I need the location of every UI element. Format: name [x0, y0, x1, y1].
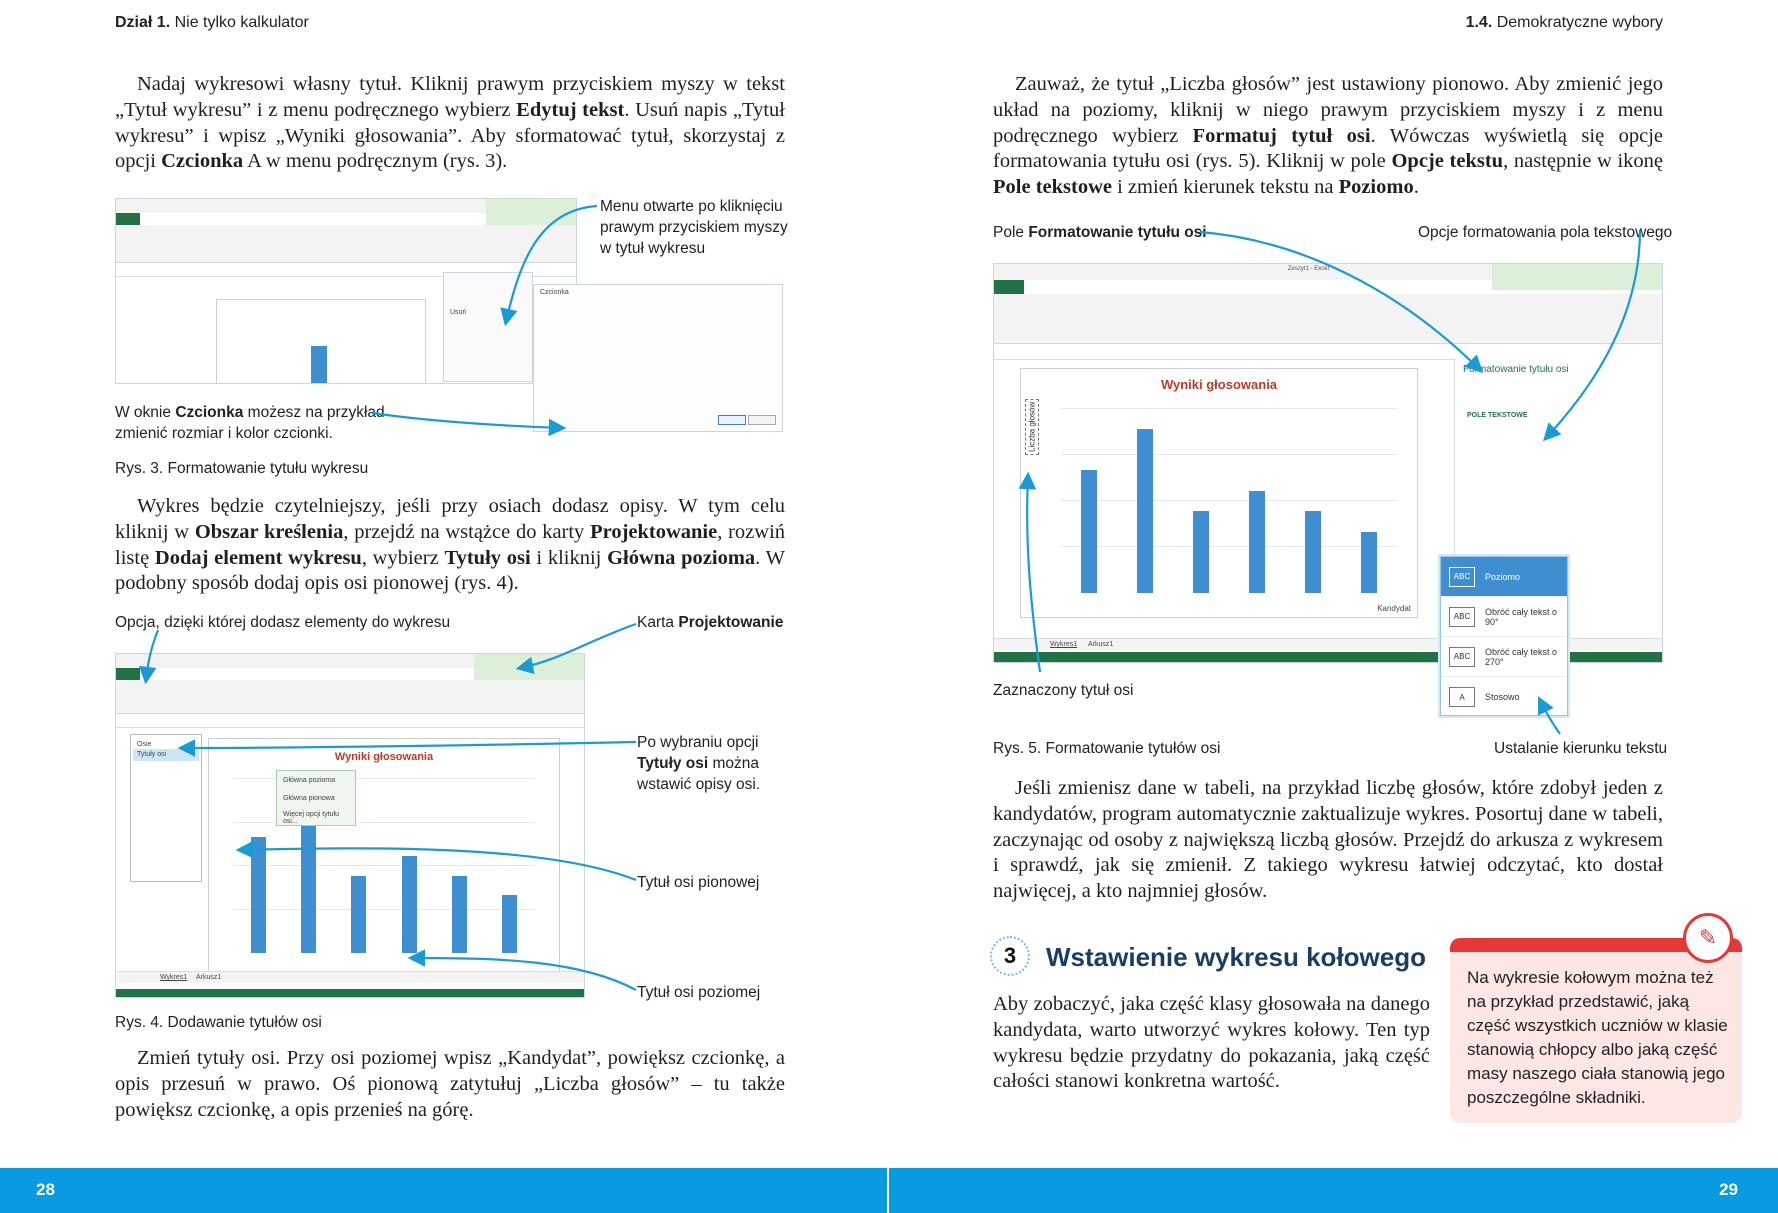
chapter-number: Dział 1. [115, 14, 171, 31]
direction-option-horizontal: ABC Poziomo [1441, 557, 1567, 597]
gridline [1061, 546, 1397, 547]
chart-bar [251, 837, 266, 953]
window-title: Zeszyt1 - Excel [1287, 266, 1329, 272]
section-heading: Wstawienie wykresu kołowego [1046, 942, 1426, 972]
cancel-button [748, 415, 776, 425]
gridline [233, 909, 535, 910]
direction-option-rotate-90: ABC Obróć cały tekst o 90° [1441, 597, 1567, 637]
sheet-tab-fig5: Wykres1 [1050, 641, 1078, 648]
gridline [233, 865, 535, 866]
sheet-tab: Wykres1 [160, 974, 188, 981]
right-paragraph-1: Zauważ, że tytuł „Liczba głosów” jest ustawiony pionowo. Aby zmienić jego układ na poziomy, kliknij w niego prawym przyciskiem myszy i z menu podręcznego wybierz Formatuj tytuł osi. Wówczas wyświetlą się opcje formatowania tytułu osi (rys. 5). Kliknij w pole Opcje tekstu, następnie w ikonę Pole tekstowe i zmień kierunek tekstu na Poziomo. [993, 73, 1664, 199]
fig4-chart [208, 738, 560, 978]
chart-title-fig5: Wyniki głosowania [1160, 377, 1278, 392]
left-paragraph-3: Zmień tytuły osi. Przy osi poziomej wpisz „Kandydat”, powiększ czcionkę, a opis przesuń w prawo. Oś pionową zatytułuj „Liczba głosów” – tu także powiększ czcionkę, a opis przenieś na górę. [115, 1047, 785, 1121]
sheet-tab-2: Arkusz1 [196, 974, 222, 981]
text-direction-menu [1440, 556, 1568, 716]
direction-option-rotate-270: ABC Obróć cały tekst o 270° [1441, 637, 1567, 677]
figure-3-caption: Rys. 3. Formatowanie tytułu wykresu [115, 460, 369, 477]
page-number-right: 29 [1719, 1180, 1738, 1199]
chart-title: Wyniki głosowania [334, 751, 434, 763]
chart-bar [1305, 511, 1322, 593]
figure-3-font-dialog [533, 284, 783, 432]
add-element-menu: Osie Tytuły osi [130, 734, 202, 882]
section-title: Demokratyczne wybory [1496, 14, 1663, 31]
fig3-callout-menu: Menu otwarte po kliknięciu prawym przyciskiem myszy w tytuł wykresu [600, 198, 788, 257]
chart-bar [351, 876, 366, 953]
pane-title: Formatowanie tytułu osi [1463, 364, 1569, 375]
chart-bar [402, 856, 417, 953]
axis-title-horizontal: Kandydat [1377, 604, 1411, 613]
footer-bar [0, 1168, 1778, 1213]
axis-title-submenu: Główna pozioma Główna pionowa Więcej opcji tytułu osi... [276, 770, 356, 826]
tip-text: Na wykresie kołowym można też na przykład przedstawić, jaką część wszystkich uczniów w klasie stanowią chłopcy albo jaką część masy naszego ciała stanowią jego poszczególne składniki. [1467, 968, 1728, 1107]
fig4-callout-horizontal: Tytuł osi poziomej [637, 984, 761, 1001]
ok-button [718, 415, 746, 425]
figure-5-caption: Rys. 5. Formatowanie tytułów osi [993, 740, 1221, 757]
running-header-right [1466, 14, 1663, 32]
fig4-callout-tab: Karta Projektowanie [637, 614, 784, 631]
figure-4-caption: Rys. 4. Dodawanie tytułów osi [115, 1014, 322, 1031]
chart-bar [1361, 532, 1378, 593]
fig5-callout-options: Opcje formatowania pola tekstowego [1418, 224, 1673, 241]
chapter-title: Nie tylko kalkulator [174, 14, 309, 31]
context-menu-items: Usuń [450, 309, 467, 316]
page-number-left: 28 [36, 1180, 55, 1199]
axis-title-vertical: Liczba głosów [1025, 399, 1039, 455]
gridline [1061, 500, 1397, 501]
fig5-callout-selected: Zaznaczony tytuł osi [993, 682, 1134, 699]
left-paragraph-2: Wykres będzie czytelniejszy, jeśli przy osiach dodasz opisy. W tym celu kliknij w Obszar kreślenia, przejdź na wstążce do karty Projektowanie, rozwiń listę Dodaj element wykresu, wybierz Tytuły osi i kliknij Główna pozioma. W podobny sposób dodaj opis osi pionowej (rys. 4). [115, 495, 786, 595]
chart-bar [1137, 429, 1154, 593]
font-dialog-title: Czcionka [540, 289, 569, 296]
fig5-callout-direction: Ustalanie kierunku tekstu [1494, 740, 1668, 757]
chart-bar [1193, 511, 1210, 593]
pane-section: POLE TEKSTOWE [1467, 412, 1528, 419]
fig5-callout-field: Pole Formatowanie tytułu osi [993, 224, 1207, 241]
section-badge: 3 [990, 936, 1030, 976]
sheet-tab-2-fig5: Arkusz1 [1088, 641, 1114, 648]
gridline [1061, 408, 1397, 409]
direction-option-stacked: A Stosowo [1441, 677, 1567, 717]
chart-bar [502, 895, 517, 953]
chart-bar [452, 876, 467, 953]
pin-icon: ✎ [1683, 913, 1733, 963]
left-paragraph-1: Nadaj wykresowi własny tytuł. Kliknij prawym przyciskiem myszy w tekst „Tytuł wykresu” i z menu podręcznego wybierz Edytuj tekst. Usuń napis „Tytuł wykresu” i wpisz „Wyniki głosowania”. Aby sformatować tytuł, skorzystaj z opcji Czcionka A w menu podręcznym (rys. 3). [115, 73, 785, 173]
section-number: 1.4. [1465, 14, 1493, 31]
chart-bar [1081, 470, 1098, 593]
fig4-callout-vertical: Tytuł osi pionowej [637, 874, 760, 891]
figure-3-context-menu [443, 272, 533, 382]
fig5-chart [1020, 368, 1418, 618]
right-paragraph-3: Aby zobaczyć, jaka część klasy głosowała na danego kandydata, warto utworzyć wykres kołowy. Ten typ wykresu będzie przydatny do pokazania, jaką część całości stanowi konkretna wartość. [993, 993, 1430, 1093]
fig3-callout-font: W oknie Czcionka możesz na przykład zmienić rozmiar i kolor czcionki. [115, 404, 385, 442]
gridline [1061, 454, 1397, 455]
chart-bar [1249, 491, 1266, 593]
fig4-callout-axes: Po wybraniu opcji Tytuły osi można wstawić opisy osi. [637, 734, 761, 793]
figure-4-screenshot-excel [115, 653, 585, 998]
fig4-callout-option: Opcja, dzięki której dodasz elementy do wykresu [115, 614, 451, 631]
running-header-left [115, 14, 309, 32]
right-paragraph-2: Jeśli zmienisz dane w tabeli, na przykład liczbę głosów, które zdobył jeden z kandydatów, program automatycznie zaktualizuje wykres. Posortuj dane w tabeli, zaczynając od osoby z największą liczbą głosów. Przejdź do arkusza z wykresem i sprawdź, jak się zmienił. Z takiego wykresu łatwiej odczytać, kto dostał najwięcej, a kto najmniej głosów. [993, 777, 1663, 903]
